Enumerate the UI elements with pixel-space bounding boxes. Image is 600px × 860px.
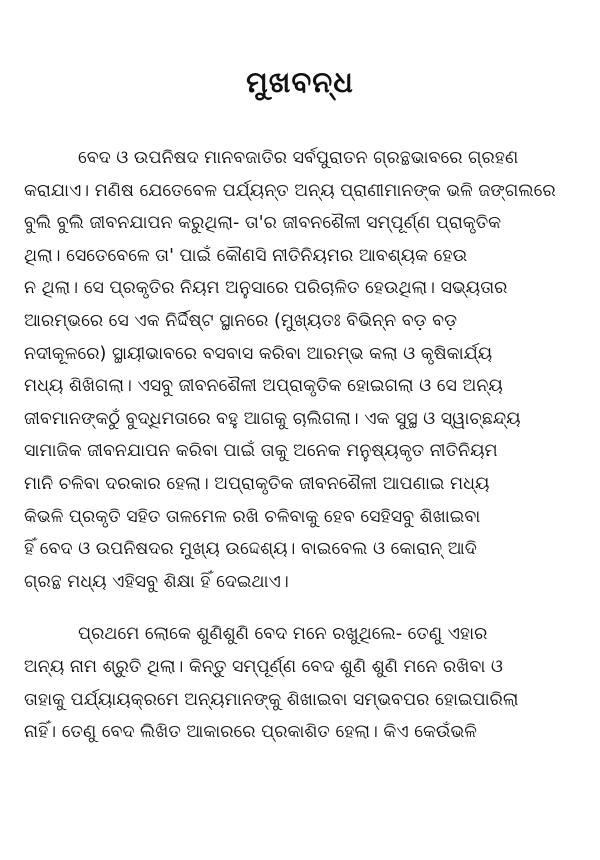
text-line: ପ୍ରଥମେ ଲୋକେ ଶୁଣିଶୁଣି ବେଦ ମନେ ରଖୁଥିଲେ- ତେଣୁ ଏହାର — [78, 624, 488, 645]
paragraph-2 — [24, 618, 576, 748]
text-line: ସାମାଜିକ ଜୀବନଯାପନ କରିବା ପାଇଁ ତାକୁ ଅନେକ ମନୁଷ୍ୟକୃତ ନୀତିନିୟମ — [24, 441, 498, 462]
text-line: ନଦୀକୂଳରେ) ସ୍ଥାୟୀଭାବରେ ବସବାସ କରିବା ଆରମ୍ଭ କଲା ଓ କୃଷିକାର୍ଯ୍ୟ — [24, 343, 493, 364]
text-line: ଅନ୍ୟ ନାମ ଶ୍ରୁତି ଥିଲା। କିନ୍ତୁ ସମ୍ପୂର୍ଣ୍ଣ ବେଦ ଶୁଣି ଶୁଣି ମନେ ରଖିବା ଓ — [24, 656, 503, 677]
text-line: ନାହିଁ। ତେଣୁ ବେଦ ଲିଖିତ ଆକାରରେ ପ୍ରକାଶିତ ହେଲା। କିଏ କେଉଁଭଳି — [24, 722, 477, 743]
text-line: ମଧ୍ୟ ଶିଖିଗଲା। ଏସବୁ ଜୀବନଶୈଳୀ ଅପ୍ରାକୃତିକ ହୋଇଗଲା ଓ ସେ ଅନ୍ୟ — [24, 376, 503, 397]
text-line: ତାହାକୁ ପର୍ଯ୍ୟାୟକ୍ରମେ ଅନ୍ୟମାନଙ୍କୁ ଶିଖାଇବା ସମ୍ଭବପର ହୋଇପାରିଲା — [24, 689, 519, 710]
text-line: ଥିଲା। ସେତେବେଳେ ତା' ପାଇଁ କୌଣସି ନୀତିନିୟମର ଆବଶ୍ୟକ ହେଉ — [24, 245, 468, 266]
text-line: ନ ଥିଲା। ସେ ପ୍ରକୃତିର ନିୟମ ଅନୁସାରେ ପରିଚାଳିତ ହେଉଥିଲା। ସଭ୍ୟତାର — [24, 278, 508, 299]
text-line: ଜୀବମାନଙ୍କଠୁଁ ବୁଦ୍ଧିମତାରେ ବହୁ ଆଗକୁ ଚାଲିଗଲା। ଏକ ସୁସ୍ଥ ଓ ସ୍ୱାଚ୍ଛନ୍ଦ୍ୟ — [24, 408, 521, 429]
text-line: ମାନି ଚଳିବା ଦରକାର ହେଲା। ଅପ୍ରାକୃତିକ ଜୀବନଶୈଳୀ ଆପଣାଇ ମଧ୍ୟ — [24, 473, 490, 494]
paragraph-1 — [24, 142, 576, 598]
page-title: ମୁଖବନ୍ଧ — [246, 65, 354, 99]
text-line: ଆରମ୍ଭରେ ସେ ଏକ ନିର୍ଦ୍ଦିଷ୍ଟ ସ୍ଥାନରେ (ମୁଖ୍ୟତଃ ବିଭିନ୍ନ ବଡ଼ ବଡ଼ — [24, 310, 458, 331]
text-line: କରାଯାଏ। ମଣିଷ ଯେତେବେଳ ପର୍ଯ୍ୟନ୍ତ ଅନ୍ୟ ପ୍ରାଣୀମାନଙ୍କ ଭଳି ଜଙ୍ଗଲରେ — [24, 180, 556, 201]
text-line: ହିଁ ବେଦ ଓ ଉପନିଷଦର ମୁଖ୍ୟ ଉଦ୍ଦେଶ୍ୟ। ବାଇବେଲ ଓ କୋରାନ୍ ଆଦି — [24, 539, 477, 560]
text-line: ଗ୍ରନ୍ଥ ମଧ୍ୟ ଏହିସବୁ ଶିକ୍ଷା ହିଁ ଦେଇଥାଏ। — [24, 571, 289, 592]
text-line: କିଭଳି ପ୍ରକୃତି ସହିତ ତାଳମେଳ ରଖି ଚଳିବାକୁ ହେବ ସେହିସବୁ ଶିଖାଇବା — [24, 506, 481, 527]
text-line: ବେଦ ଓ ଉପନିଷଦ ମାନବଜାତିର ସର୍ବପୁରାତନ ଗ୍ରନ୍ଥଭାବରେ ଗ୍ରହଣ — [78, 148, 519, 168]
text-line: ବୁଲି ବୁଲି ଜୀବନଯାପନ କରୁଥିଲା- ତା'ର ଜୀବନଶୈଳୀ ସମ୍ପୂର୍ଣ୍ଣ ପ୍ରାକୃତିକ — [24, 213, 502, 234]
